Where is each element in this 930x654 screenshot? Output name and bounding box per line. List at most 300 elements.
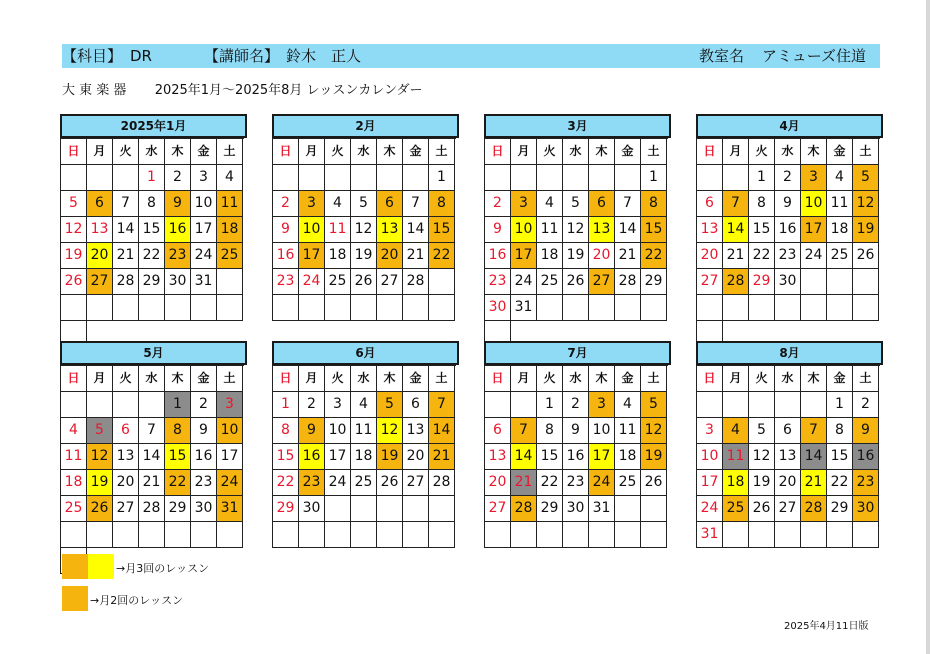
day-cell: 12 (641, 418, 667, 444)
empty-cell (403, 295, 429, 321)
day-cell: 22 (165, 470, 191, 496)
day-cell: 11 (217, 191, 243, 217)
empty-cell (511, 392, 537, 418)
calendar-month-7 (484, 341, 671, 548)
day-cell: 16 (485, 243, 511, 269)
weekday-header: 水 (563, 366, 589, 392)
day-cell: 27 (697, 269, 723, 295)
day-cell: 8 (537, 418, 563, 444)
day-cell: 13 (589, 217, 615, 243)
day-cell: 15 (429, 217, 455, 243)
empty-cell (749, 522, 775, 548)
day-cell: 26 (87, 496, 113, 522)
empty-cell (775, 522, 801, 548)
weekday-header: 金 (191, 366, 217, 392)
day-cell: 2 (775, 165, 801, 191)
weekday-header: 月 (511, 366, 537, 392)
day-cell: 11 (325, 217, 351, 243)
empty-cell (165, 295, 191, 321)
day-cell: 25 (61, 496, 87, 522)
day-cell: 29 (537, 496, 563, 522)
day-cell: 20 (775, 470, 801, 496)
day-cell: 19 (563, 243, 589, 269)
day-cell: 23 (853, 470, 879, 496)
weekday-header: 月 (723, 366, 749, 392)
day-cell: 4 (217, 165, 243, 191)
day-cell: 18 (827, 217, 853, 243)
day-cell: 12 (853, 191, 879, 217)
calendar-grid (60, 138, 244, 347)
weekday-header: 土 (853, 366, 879, 392)
empty-cell (377, 295, 403, 321)
day-cell: 19 (61, 243, 87, 269)
day-cell: 11 (723, 444, 749, 470)
day-cell: 25 (827, 243, 853, 269)
empty-cell (429, 522, 455, 548)
day-cell: 13 (403, 418, 429, 444)
day-cell: 11 (351, 418, 377, 444)
weekday-header: 火 (537, 366, 563, 392)
day-cell: 12 (61, 217, 87, 243)
day-cell: 26 (749, 496, 775, 522)
company-name: 大 東 楽 器 (62, 83, 127, 98)
day-cell: 16 (165, 217, 191, 243)
day-cell: 5 (563, 191, 589, 217)
empty-cell (351, 522, 377, 548)
empty-cell (589, 165, 615, 191)
weekday-header: 日 (697, 366, 723, 392)
calendar-month-4 (696, 114, 883, 347)
day-cell: 14 (511, 444, 537, 470)
calendar-grid (60, 365, 244, 574)
day-cell: 19 (351, 243, 377, 269)
day-cell: 14 (139, 444, 165, 470)
day-cell: 10 (697, 444, 723, 470)
calendar-grid (484, 365, 668, 548)
day-cell: 7 (403, 191, 429, 217)
empty-cell (511, 522, 537, 548)
day-cell: 2 (273, 191, 299, 217)
empty-cell (589, 295, 615, 321)
day-cell: 11 (615, 418, 641, 444)
empty-cell (87, 392, 113, 418)
empty-cell (775, 392, 801, 418)
empty-cell (87, 165, 113, 191)
day-cell: 6 (775, 418, 801, 444)
header-bar (62, 44, 880, 68)
day-cell: 13 (697, 217, 723, 243)
calendar-grid (272, 365, 456, 548)
day-cell: 5 (853, 165, 879, 191)
calendar-month-2 (272, 114, 459, 321)
weekday-header: 木 (377, 139, 403, 165)
day-cell: 21 (403, 243, 429, 269)
day-cell: 23 (165, 243, 191, 269)
subject-value: DR (130, 47, 152, 65)
day-cell: 17 (589, 444, 615, 470)
day-cell: 18 (615, 444, 641, 470)
day-cell: 19 (377, 444, 403, 470)
day-cell: 21 (139, 470, 165, 496)
empty-cell (299, 522, 325, 548)
empty-cell (273, 165, 299, 191)
weekday-header: 金 (827, 366, 853, 392)
day-cell: 7 (139, 418, 165, 444)
day-cell: 14 (429, 418, 455, 444)
empty-cell (723, 392, 749, 418)
day-cell: 5 (61, 191, 87, 217)
empty-cell (615, 295, 641, 321)
day-cell: 21 (801, 470, 827, 496)
day-cell: 25 (723, 496, 749, 522)
empty-cell (697, 392, 723, 418)
day-cell: 4 (723, 418, 749, 444)
day-cell: 3 (511, 191, 537, 217)
day-cell: 27 (113, 496, 139, 522)
empty-cell (853, 522, 879, 548)
day-cell: 28 (113, 269, 139, 295)
day-cell: 26 (351, 269, 377, 295)
day-cell: 1 (273, 392, 299, 418)
calendar-month-3 (484, 114, 671, 347)
day-cell: 6 (697, 191, 723, 217)
day-cell: 22 (537, 470, 563, 496)
legend-text-2-lessons: →月2回のレッスン (90, 594, 184, 607)
day-cell: 21 (511, 470, 537, 496)
weekday-header: 火 (325, 366, 351, 392)
day-cell: 18 (61, 470, 87, 496)
weekday-header: 金 (827, 139, 853, 165)
day-cell: 16 (191, 444, 217, 470)
calendar-grid (696, 138, 880, 347)
calendar-month-title: 2025年1月 (60, 114, 247, 138)
day-cell: 29 (641, 269, 667, 295)
weekday-header: 土 (217, 139, 243, 165)
day-cell: 18 (537, 243, 563, 269)
day-cell: 3 (589, 392, 615, 418)
day-cell: 10 (299, 217, 325, 243)
day-cell: 26 (641, 470, 667, 496)
empty-cell (139, 295, 165, 321)
weekday-header: 木 (377, 366, 403, 392)
weekday-header: 木 (801, 139, 827, 165)
empty-cell (537, 522, 563, 548)
weekday-header: 月 (299, 366, 325, 392)
school-name: アミューズ住道 (762, 47, 866, 65)
day-cell: 21 (723, 243, 749, 269)
day-cell: 12 (749, 444, 775, 470)
weekday-header: 月 (723, 139, 749, 165)
day-cell: 11 (827, 191, 853, 217)
empty-cell (165, 522, 191, 548)
empty-cell (299, 295, 325, 321)
day-cell: 6 (403, 392, 429, 418)
day-cell: 30 (775, 269, 801, 295)
weekday-header: 日 (485, 139, 511, 165)
day-cell: 4 (827, 165, 853, 191)
day-cell: 11 (61, 444, 87, 470)
day-cell: 7 (511, 418, 537, 444)
day-cell: 28 (429, 470, 455, 496)
empty-cell (113, 392, 139, 418)
calendar-month-title: 6月 (272, 341, 459, 365)
empty-cell (615, 496, 641, 522)
day-cell: 14 (723, 217, 749, 243)
day-cell: 2 (299, 392, 325, 418)
weekday-header: 日 (61, 366, 87, 392)
day-cell: 3 (299, 191, 325, 217)
day-cell: 30 (853, 496, 879, 522)
day-cell: 5 (87, 418, 113, 444)
legend-text-3-lessons: →月3回のレッスン (116, 562, 210, 575)
calendar-month-title: 3月 (484, 114, 671, 138)
day-cell: 29 (827, 496, 853, 522)
empty-cell (139, 392, 165, 418)
day-cell: 22 (827, 470, 853, 496)
empty-cell (801, 295, 827, 321)
day-cell: 30 (299, 496, 325, 522)
day-cell: 26 (563, 269, 589, 295)
empty-cell (191, 522, 217, 548)
empty-cell (563, 295, 589, 321)
day-cell: 15 (641, 217, 667, 243)
day-cell: 18 (723, 470, 749, 496)
day-cell: 23 (191, 470, 217, 496)
weekday-header: 月 (511, 139, 537, 165)
day-cell: 21 (113, 243, 139, 269)
empty-cell (217, 522, 243, 548)
day-cell: 24 (697, 496, 723, 522)
day-cell: 1 (537, 392, 563, 418)
legend-swatch-yellow (88, 554, 114, 579)
weekday-header: 土 (853, 139, 879, 165)
day-cell: 20 (485, 470, 511, 496)
empty-cell (801, 269, 827, 295)
empty-cell (87, 295, 113, 321)
day-cell: 23 (273, 269, 299, 295)
day-cell: 16 (273, 243, 299, 269)
empty-cell (827, 269, 853, 295)
day-cell: 31 (589, 496, 615, 522)
day-cell: 20 (403, 444, 429, 470)
day-cell: 6 (589, 191, 615, 217)
day-cell: 17 (697, 470, 723, 496)
empty-cell (723, 295, 749, 321)
day-cell: 21 (615, 243, 641, 269)
empty-cell (697, 295, 723, 321)
day-cell: 12 (351, 217, 377, 243)
day-cell: 22 (273, 470, 299, 496)
empty-cell (589, 522, 615, 548)
day-cell: 20 (589, 243, 615, 269)
day-cell: 4 (615, 392, 641, 418)
day-cell: 17 (511, 243, 537, 269)
day-cell: 18 (351, 444, 377, 470)
day-cell: 14 (113, 217, 139, 243)
day-cell: 20 (377, 243, 403, 269)
day-cell: 18 (217, 217, 243, 243)
day-cell: 27 (775, 496, 801, 522)
day-cell: 22 (749, 243, 775, 269)
day-cell: 8 (749, 191, 775, 217)
weekday-header: 木 (165, 139, 191, 165)
day-cell: 4 (61, 418, 87, 444)
day-cell: 14 (615, 217, 641, 243)
empty-cell (273, 295, 299, 321)
weekday-header: 月 (87, 139, 113, 165)
weekday-header: 土 (641, 366, 667, 392)
empty-cell (641, 295, 667, 321)
teacher-name: 鈴木 正人 (286, 47, 362, 65)
day-cell: 24 (801, 243, 827, 269)
day-cell: 24 (299, 269, 325, 295)
day-cell: 26 (377, 470, 403, 496)
empty-cell (273, 522, 299, 548)
day-cell: 14 (801, 444, 827, 470)
day-cell: 5 (377, 392, 403, 418)
day-cell: 31 (217, 496, 243, 522)
day-cell: 25 (537, 269, 563, 295)
day-cell: 25 (351, 470, 377, 496)
day-cell: 15 (537, 444, 563, 470)
empty-cell (563, 522, 589, 548)
day-cell: 5 (641, 392, 667, 418)
day-cell: 3 (325, 392, 351, 418)
day-cell: 12 (563, 217, 589, 243)
weekday-header: 金 (403, 366, 429, 392)
weekday-header: 日 (273, 366, 299, 392)
day-cell: 20 (87, 243, 113, 269)
day-cell: 4 (351, 392, 377, 418)
day-cell: 7 (723, 191, 749, 217)
day-cell: 24 (511, 269, 537, 295)
day-cell: 3 (697, 418, 723, 444)
empty-cell (723, 522, 749, 548)
day-cell: 17 (801, 217, 827, 243)
day-cell: 17 (217, 444, 243, 470)
subtitle (62, 79, 423, 98)
empty-cell (325, 522, 351, 548)
day-cell: 11 (537, 217, 563, 243)
day-cell: 10 (801, 191, 827, 217)
day-cell: 28 (723, 269, 749, 295)
empty-cell (853, 269, 879, 295)
calendar-grid (696, 365, 880, 548)
day-cell: 23 (775, 243, 801, 269)
day-cell: 7 (801, 418, 827, 444)
day-cell: 29 (273, 496, 299, 522)
day-cell: 10 (191, 191, 217, 217)
day-cell: 16 (775, 217, 801, 243)
calendar-month-title: 2月 (272, 114, 459, 138)
empty-cell (377, 165, 403, 191)
day-cell: 2 (563, 392, 589, 418)
day-cell: 28 (615, 269, 641, 295)
weekday-header: 日 (697, 139, 723, 165)
empty-cell (87, 522, 113, 548)
weekday-header: 木 (589, 366, 615, 392)
day-cell: 8 (165, 418, 191, 444)
day-cell: 8 (641, 191, 667, 217)
weekday-header: 水 (351, 139, 377, 165)
day-cell: 8 (827, 418, 853, 444)
day-cell: 20 (113, 470, 139, 496)
day-cell: 13 (87, 217, 113, 243)
empty-cell (377, 522, 403, 548)
calendar-month-6 (272, 341, 459, 548)
legend-swatch-orange-1 (62, 554, 88, 579)
empty-cell (563, 165, 589, 191)
day-cell: 8 (139, 191, 165, 217)
empty-cell (615, 522, 641, 548)
calendar-month-5 (60, 341, 247, 574)
day-cell: 27 (87, 269, 113, 295)
day-cell: 15 (273, 444, 299, 470)
day-cell: 23 (299, 470, 325, 496)
day-cell: 1 (139, 165, 165, 191)
day-cell: 9 (485, 217, 511, 243)
day-cell: 17 (299, 243, 325, 269)
day-cell: 6 (377, 191, 403, 217)
day-cell: 2 (853, 392, 879, 418)
day-cell: 9 (191, 418, 217, 444)
calendar-title: 2025年1月～2025年8月 レッスンカレンダー (154, 83, 423, 98)
calendar-grid (484, 138, 668, 347)
day-cell: 7 (113, 191, 139, 217)
day-cell: 2 (191, 392, 217, 418)
teacher-label: 【講師名】 (204, 47, 280, 65)
empty-cell (485, 392, 511, 418)
day-cell: 30 (191, 496, 217, 522)
empty-cell (191, 295, 217, 321)
empty-cell (299, 165, 325, 191)
day-cell: 19 (853, 217, 879, 243)
weekday-header: 土 (641, 139, 667, 165)
day-cell: 22 (429, 243, 455, 269)
weekday-header: 水 (351, 366, 377, 392)
day-cell: 9 (299, 418, 325, 444)
empty-cell (853, 295, 879, 321)
day-cell: 9 (563, 418, 589, 444)
calendar-month-title: 4月 (696, 114, 883, 138)
empty-cell (775, 295, 801, 321)
empty-cell (351, 165, 377, 191)
empty-cell (429, 269, 455, 295)
weekday-header: 土 (429, 366, 455, 392)
day-cell: 28 (801, 496, 827, 522)
empty-cell (61, 392, 87, 418)
day-cell: 15 (139, 217, 165, 243)
weekday-header: 月 (87, 366, 113, 392)
day-cell: 7 (429, 392, 455, 418)
day-cell: 31 (191, 269, 217, 295)
day-cell: 27 (485, 496, 511, 522)
day-cell: 31 (511, 295, 537, 321)
day-cell: 13 (775, 444, 801, 470)
day-cell: 15 (827, 444, 853, 470)
weekday-header: 水 (139, 139, 165, 165)
day-cell: 28 (139, 496, 165, 522)
weekday-header: 水 (775, 139, 801, 165)
weekday-header: 土 (217, 366, 243, 392)
day-cell: 25 (217, 243, 243, 269)
weekday-header: 金 (615, 366, 641, 392)
weekday-header: 木 (589, 139, 615, 165)
day-cell: 30 (165, 269, 191, 295)
weekday-header: 火 (113, 139, 139, 165)
weekday-header: 水 (775, 366, 801, 392)
weekday-header: 木 (165, 366, 191, 392)
